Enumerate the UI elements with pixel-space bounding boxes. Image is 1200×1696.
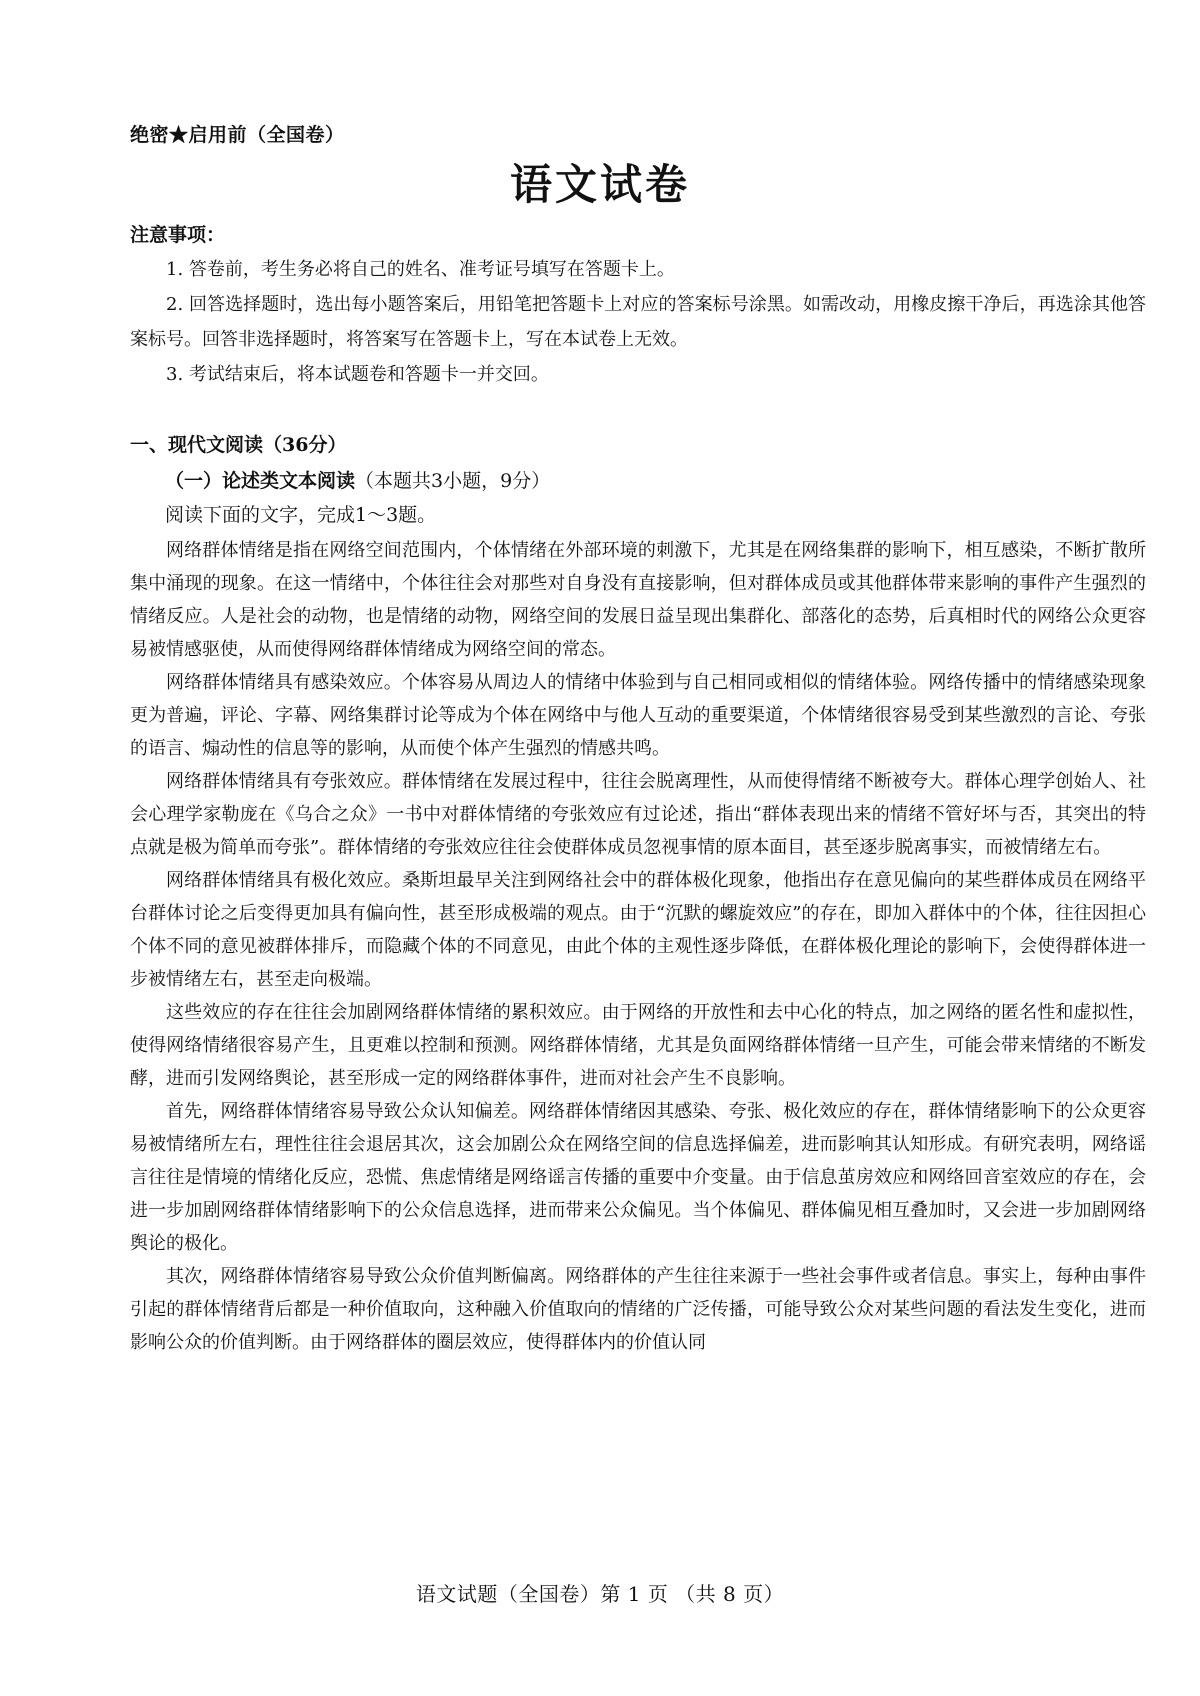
page-title: 语文试卷 xyxy=(509,160,690,209)
article-paragraph: 首先，网络群体情绪容易导致公众认知偏差。网络群体情绪因其感染、夸张、极化效应的存在，群体情绪影响下的公众更容易被情绪所左右，理性往往会退居其次，这会加剧公众在网络空间的信息选择偏差，进而影响其认知形成。有研究表明，网络谣言往往是情境的情绪化反应，恐慌、焦虑情绪是网络谣言传播的重要中介变量。由于信息茧房效应和网络回音室效应的存在，会进一步加剧网络群体情绪影响下的公众信息选择，进而带来公众偏见。当个体偏见、群体偏见相互叠加时，又会进一步加剧网络舆论的极化。 xyxy=(130,1101,1146,1254)
page-footer: 语文试题（全国卷）第 1 页 （共 8 页） xyxy=(415,1582,785,1606)
notice-item: 2. 回答选择题时，选出每小题答案后，用铅笔把答题卡上对应的答案标号涂黑。如需改动，用橡皮擦干净后，再选涂其他答案标号。回答非选择题时，将答案写在答题卡上，写在本试卷上无效。 xyxy=(130,294,1146,350)
section-heading: 一、现代文阅读（36分） xyxy=(130,434,347,456)
reading-instruction: 阅读下面的文字，完成1～3题。 xyxy=(165,504,437,526)
notice-item: 3. 考试结束后，将本试题卷和答题卡一并交回。 xyxy=(166,364,549,385)
subsection-title: （一）论述类文本阅读 xyxy=(165,470,356,492)
article-paragraph: 这些效应的存在往往会加剧网络群体情绪的累积效应。由于网络的开放性和去中心化的特点，加之网络的匿名性和虚拟性，使得网络情绪很容易产生，且更难以控制和预测。网络群体情绪，尤其是负面网络群体情绪一旦产生，可能会带来情绪的不断发酵，进而引发网络舆论，甚至形成一定的网络群体事件，进而对社会产生不良影响。 xyxy=(130,1002,1146,1089)
confidential-label: 绝密★启用前（全国卷） xyxy=(130,124,345,146)
subsection-heading xyxy=(165,466,550,493)
article-paragraph: 网络群体情绪是指在网络空间范围内，个体情绪在外部环境的刺激下，尤其是在网络集群的影响下，相互感染，不断扩散所集中涌现的现象。在这一情绪中，个体往往会对那些对自身没有直接影响，但对群体成员或其他群体带来影响的事件产生强烈的情绪反应。人是社会的动物，也是情绪的动物，网络空间的发展日益呈现出集群化、部落化的态势，后真相时代的网络公众更容易被情感驱使，从而使得网络群体情绪成为网络空间的常态。 xyxy=(130,540,1146,660)
subsection-note: （本题共3小题，9分） xyxy=(355,470,551,492)
article-paragraph: 网络群体情绪具有夸张效应。群体情绪在发展过程中，往往会脱离理性，从而使得情绪不断被夸大。群体心理学创始人、社会心理学家勒庞在《乌合之众》一书中对群体情绪的夸张效应有过论述，指出“群体表现出来的情绪不管好坏与否，其突出的特点就是极为简单而夸张”。群体情绪的夸张效应往往会使群体成员忽视事情的原本面目，甚至逐步脱离事实，而被情绪左右。 xyxy=(130,771,1146,858)
notice-heading: 注意事项： xyxy=(130,224,226,246)
article-body xyxy=(130,534,1146,1359)
article-paragraph: 其次，网络群体情绪容易导致公众价值判断偏离。网络群体的产生往往来源于一些社会事件或者信息。事实上，每种由事件引起的群体情绪背后都是一种价值取向，这种融入价值取向的情绪的广泛传播，可能导致公众对某些问题的看法发生变化，进而影响公众的价值判断。由于网络群体的圈层效应，使得群体内的价值认同 xyxy=(130,1266,1146,1353)
notice-item: 1. 答卷前，考生务必将自己的姓名、准考证号填写在答题卡上。 xyxy=(166,259,675,280)
notice-list xyxy=(130,252,1146,392)
article-paragraph: 网络群体情绪具有极化效应。桑斯坦最早关注到网络社会中的群体极化现象，他指出存在意见偏向的某些群体成员在网络平台群体讨论之后变得更加具有偏向性，甚至形成极端的观点。由于“沉默的螺旋效应”的存在，即加入群体中的个体，往往因担心个体不同的意见被群体排斥，而隐藏个体的不同意见，由此个体的主观性逐步降低，在群体极化理论的影响下，会使得群体进一步被情绪左右，甚至走向极端。 xyxy=(130,870,1146,990)
article-paragraph: 网络群体情绪具有感染效应。个体容易从周边人的情绪中体验到与自己相同或相似的情绪体验。网络传播中的情绪感染现象更为普遍，评论、字幕、网络集群讨论等成为个体在网络中与他人互动的重要渠道，个体情绪很容易受到某些激烈的言论、夸张的语言、煽动性的信息等的影响，从而使个体产生强烈的情感共鸣。 xyxy=(130,672,1146,759)
